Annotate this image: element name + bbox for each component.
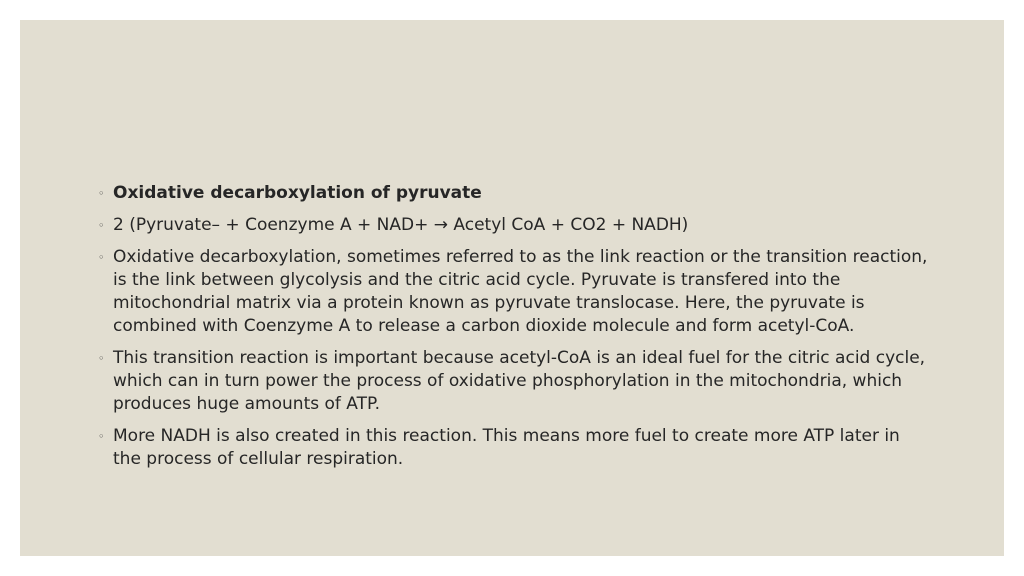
slide (20, 20, 1004, 556)
bullet-item-heading (98, 182, 928, 205)
bullet-circle-icon: ◦ (98, 219, 105, 232)
bullet-circle-icon: ◦ (98, 187, 105, 200)
bullet-circle-icon: ◦ (98, 251, 105, 264)
bullet-circle-icon: ◦ (98, 352, 105, 365)
bullet-heading-text: Oxidative decarboxylation of pyruvate (113, 183, 482, 203)
bullet-item-equation (98, 214, 928, 237)
bullet-item-description (98, 246, 928, 338)
bullet-description-text: Oxidative decarboxylation, sometimes referred to as the link reaction or the transition reaction, is the link between glycolysis and the citric acid cycle. Pyruvate is transfered into the mitochondrial matrix via a protein known as pyruvate translocase. Here, the pyruvate is combined with Coenzyme A to release a carbon dioxide molecule and form acetyl-CoA. (113, 247, 928, 336)
bullet-equation-text: 2 (Pyruvate– + Coenzyme A + NAD+ → Acetyl CoA + CO2 + NADH) (113, 215, 689, 235)
bullet-item-importance (98, 347, 928, 416)
bullet-list (98, 182, 928, 480)
bullet-circle-icon: ◦ (98, 430, 105, 443)
bullet-nadh-text: More NADH is also created in this reaction. This means more fuel to create more ATP later in the process of cellular respiration. (113, 426, 900, 469)
bullet-item-nadh (98, 425, 928, 471)
bullet-importance-text: This transition reaction is important because acetyl-CoA is an ideal fuel for the citric acid cycle, which can in turn power the process of oxidative phosphorylation in the mitochondria, which produces huge amounts of ATP. (113, 348, 926, 414)
